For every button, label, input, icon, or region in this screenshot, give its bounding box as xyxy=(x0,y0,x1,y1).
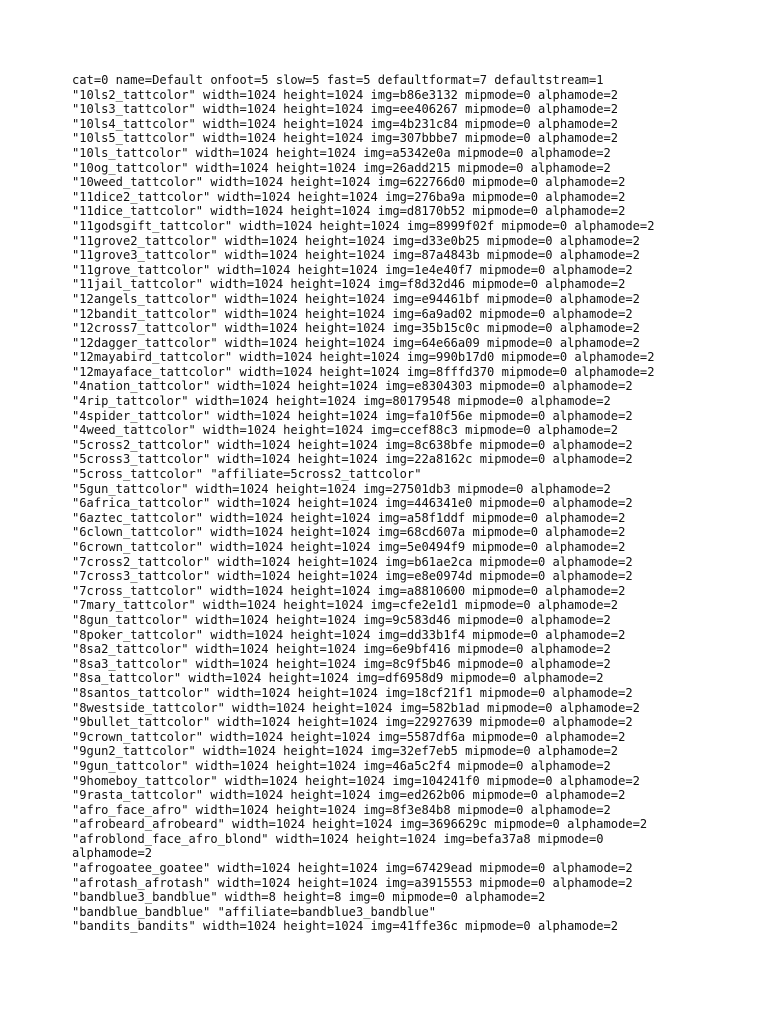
text-line: "12angels_tattcolor" width=1024 height=1024 img=e94461bf mipmode=0 alphamode=2 xyxy=(72,291,640,306)
text-line: "9rasta_tattcolor" width=1024 height=1024 img=ed262b06 mipmode=0 alphamode=2 xyxy=(72,788,626,803)
text-line: "10ls3_tattcolor" width=1024 height=1024 img=ee406267 mipmode=0 alphamode=2 xyxy=(72,102,619,117)
text-line: alphamode=2 xyxy=(72,846,153,861)
text-line: "11grove3_tattcolor" width=1024 height=1024 img=87a4843b mipmode=0 alphamode=2 xyxy=(72,248,640,263)
text-line: "11grove2_tattcolor" width=1024 height=1024 img=d33e0b25 mipmode=0 alphamode=2 xyxy=(72,233,640,248)
text-line: "afro_face_afro" width=1024 height=1024 img=8f3e84b8 mipmode=0 alphamode=2 xyxy=(72,802,611,817)
text-line: "10ls2_tattcolor" width=1024 height=1024 img=b86e3132 mipmode=0 alphamode=2 xyxy=(72,87,619,102)
text-line: "10weed_tattcolor" width=1024 height=1024 img=622766d0 mipmode=0 alphamode=2 xyxy=(72,175,626,190)
text-line: "afrobeard_afrobeard" width=1024 height=1024 img=3696629c mipmode=0 alphamode=2 xyxy=(72,817,648,832)
text-line: "10ls5_tattcolor" width=1024 height=1024 img=307bbbe7 mipmode=0 alphamode=2 xyxy=(72,131,619,146)
text-line: "bandblue3_bandblue" width=8 height=8 img=0 mipmode=0 alphamode=2 xyxy=(72,890,546,905)
text-line: "9crown_tattcolor" width=1024 height=1024 img=5587df6a mipmode=0 alphamode=2 xyxy=(72,729,626,744)
text-line: "6aztec_tattcolor" width=1024 height=1024 img=a58f1ddf mipmode=0 alphamode=2 xyxy=(72,510,626,525)
text-line: "11jail_tattcolor" width=1024 height=1024 img=f8d32d46 mipmode=0 alphamode=2 xyxy=(72,277,626,292)
text-line: "6clown_tattcolor" width=1024 height=1024 img=68cd607a mipmode=0 alphamode=2 xyxy=(72,525,626,540)
text-line: "11dice_tattcolor" width=1024 height=1024 img=d8170b52 mipmode=0 alphamode=2 xyxy=(72,204,626,219)
text-line: "12cross7_tattcolor" width=1024 height=1024 img=35b15c0c mipmode=0 alphamode=2 xyxy=(72,321,640,336)
text-line: "12mayabird_tattcolor" width=1024 height=1024 img=990b17d0 mipmode=0 alphamode=2 xyxy=(72,350,655,365)
text-line: "10ls4_tattcolor" width=1024 height=1024 img=4b231c84 mipmode=0 alphamode=2 xyxy=(72,116,619,131)
document-page xyxy=(72,73,762,934)
text-line: "7mary_tattcolor" width=1024 height=1024 img=cfe2e1d1 mipmode=0 alphamode=2 xyxy=(72,598,619,613)
text-line: "4rip_tattcolor" width=1024 height=1024 img=80179548 mipmode=0 alphamode=2 xyxy=(72,394,611,409)
text-line: "9gun2_tattcolor" width=1024 height=1024 img=32ef7eb5 mipmode=0 alphamode=2 xyxy=(72,744,619,759)
text-line: cat=0 name=Default onfoot=5 slow=5 fast=5 defaultformat=7 defaultstream=1 xyxy=(72,73,604,87)
text-line: "5gun_tattcolor" width=1024 height=1024 img=27501db3 mipmode=0 alphamode=2 xyxy=(72,481,611,496)
text-line: "5cross2_tattcolor" width=1024 height=1024 img=8c638bfe mipmode=0 alphamode=2 xyxy=(72,437,633,452)
text-line: "7cross_tattcolor" width=1024 height=1024 img=a8810600 mipmode=0 alphamode=2 xyxy=(72,583,626,598)
text-line: "bandits_bandits" width=1024 height=1024 img=41ffe36c mipmode=0 alphamode=2 xyxy=(72,919,619,934)
text-line: "8westside_tattcolor" width=1024 height=1024 img=582b1ad mipmode=0 alphamode=2 xyxy=(72,700,640,715)
text-line: "6africa_tattcolor" width=1024 height=1024 img=446341e0 mipmode=0 alphamode=2 xyxy=(72,496,633,511)
text-line: "bandblue_bandblue" "affiliate=bandblue3_bandblue" xyxy=(72,904,437,919)
text-line: "8sa2_tattcolor" width=1024 height=1024 img=6e9bf416 mipmode=0 alphamode=2 xyxy=(72,642,611,657)
text-line: "12dagger_tattcolor" width=1024 height=1024 img=64e66a09 mipmode=0 alphamode=2 xyxy=(72,335,640,350)
text-line: "4weed_tattcolor" width=1024 height=1024 img=ccef88c3 mipmode=0 alphamode=2 xyxy=(72,423,619,438)
text-line: "4nation_tattcolor" width=1024 height=1024 img=e8304303 mipmode=0 alphamode=2 xyxy=(72,379,633,394)
text-line: "5cross_tattcolor" "affiliate=5cross2_tattcolor" xyxy=(72,467,422,482)
text-line: "afrotash_afrotash" width=1024 height=1024 img=a3915553 mipmode=0 alphamode=2 xyxy=(72,875,633,890)
text-line: "8santos_tattcolor" width=1024 height=1024 img=18cf21f1 mipmode=0 alphamode=2 xyxy=(72,685,633,700)
text-line: "5cross3_tattcolor" width=1024 height=1024 img=22a8162c mipmode=0 alphamode=2 xyxy=(72,452,633,467)
text-line: "8poker_tattcolor" width=1024 height=1024 img=dd33b1f4 mipmode=0 alphamode=2 xyxy=(72,627,626,642)
text-line: "4spider_tattcolor" width=1024 height=1024 img=fa10f56e mipmode=0 alphamode=2 xyxy=(72,408,633,423)
text-line: "8sa3_tattcolor" width=1024 height=1024 img=8c9f5b46 mipmode=0 alphamode=2 xyxy=(72,656,611,671)
text-line: "10ls_tattcolor" width=1024 height=1024 img=a5342e0a mipmode=0 alphamode=2 xyxy=(72,145,611,160)
text-line: "9gun_tattcolor" width=1024 height=1024 img=46a5c2f4 mipmode=0 alphamode=2 xyxy=(72,758,611,773)
text-line: "afrogoatee_goatee" width=1024 height=1024 img=67429ead mipmode=0 alphamode=2 xyxy=(72,861,633,876)
text-line: "8gun_tattcolor" width=1024 height=1024 img=9c583d46 mipmode=0 alphamode=2 xyxy=(72,612,611,627)
text-line: "12bandit_tattcolor" width=1024 height=1024 img=6a9ad02 mipmode=0 alphamode=2 xyxy=(72,306,633,321)
text-line: "8sa_tattcolor" width=1024 height=1024 img=df6958d9 mipmode=0 alphamode=2 xyxy=(72,671,604,686)
text-line: "9bullet_tattcolor" width=1024 height=1024 img=22927639 mipmode=0 alphamode=2 xyxy=(72,715,633,730)
text-line: "afroblond_face_afro_blond" width=1024 height=1024 img=befa37a8 mipmode=0 xyxy=(72,831,604,846)
text-line: "11grove_tattcolor" width=1024 height=1024 img=1e4e40f7 mipmode=0 alphamode=2 xyxy=(72,262,633,277)
text-line: "10og_tattcolor" width=1024 height=1024 img=26add215 mipmode=0 alphamode=2 xyxy=(72,160,611,175)
text-line: "12mayaface_tattcolor" width=1024 height=1024 img=8fffd370 mipmode=0 alphamode=2 xyxy=(72,364,655,379)
text-line: "11godsgift_tattcolor" width=1024 height=1024 img=8999f02f mipmode=0 alphamode=2 xyxy=(72,218,655,233)
text-line: "9homeboy_tattcolor" width=1024 height=1024 img=104241f0 mipmode=0 alphamode=2 xyxy=(72,773,640,788)
text-line: "7cross3_tattcolor" width=1024 height=1024 img=e8e0974d mipmode=0 alphamode=2 xyxy=(72,569,633,584)
text-line: "7cross2_tattcolor" width=1024 height=1024 img=b61ae2ca mipmode=0 alphamode=2 xyxy=(72,554,633,569)
text-line: "6crown_tattcolor" width=1024 height=1024 img=5e0494f9 mipmode=0 alphamode=2 xyxy=(72,540,626,554)
text-line: "11dice2_tattcolor" width=1024 height=1024 img=276ba9a mipmode=0 alphamode=2 xyxy=(72,189,626,204)
